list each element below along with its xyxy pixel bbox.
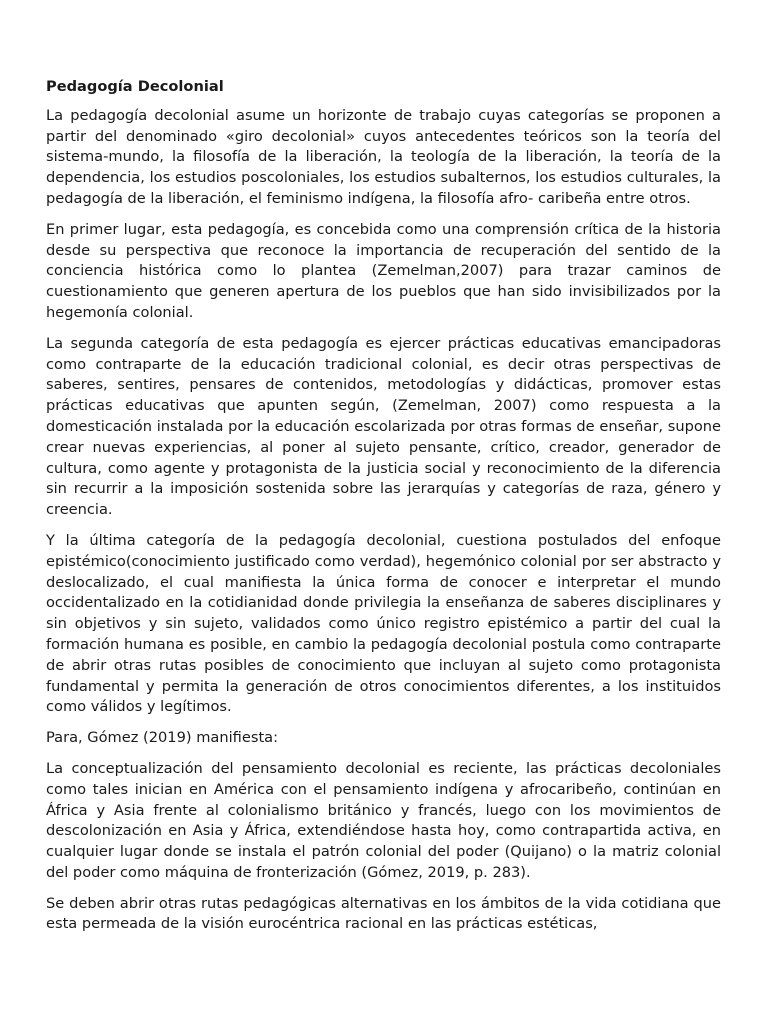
paragraph-first-category: En primer lugar, esta pedagogía, es concebida como una comprensión crítica de la historia desde su perspectiva que reconoce la importancia de recuperación del sentido de la conciencia histórica como lo plantea (Zemelman,2007) para trazar caminos de cuestionamiento que generen apertura de los pueblos que han sido invisibilizados por la hegemonía colonial. xyxy=(46,220,721,321)
paragraph-intro: La pedagogía decolonial asume un horizonte de trabajo cuyas categorías se proponen a partir del denominado «giro decolonial» cuyos antecedentes teóricos son la teoría del sistema-mundo, la filosofía de la liberación, la teología de la liberación, la teoría de la dependencia, los estudios poscoloniales, los estudios subalternos, los estudios culturales, la pedagogía de la liberación, el feminismo indígena, la filosofía afro- caribeña entre otros. xyxy=(46,106,721,207)
paragraph-quote-intro: Para, Gómez (2019) manifiesta: xyxy=(46,729,279,747)
document-title: Pedagogía Decolonial xyxy=(46,78,224,95)
paragraph-quote: La conceptualización del pensamiento decolonial es reciente, las prácticas decoloniales como tales inician en América con el pensamiento indígena y afrocaribeño, continúan en África y Asia frente al colonialismo británico y francés, luego con los movimientos de descolonización en Asia y África, extendiéndose hasta hoy, como contrapartida activa, en cualquier lugar donde se instala el patrón colonial del poder (Quijano) o la matriz colonial del poder como máquina de fronterización (Gómez, 2019, p. 283). xyxy=(46,759,721,881)
paragraph-second-category: La segunda categoría de esta pedagogía es ejercer prácticas educativas emancipadoras como contraparte de la educación tradicional colonial, es decir otras perspectivas de saberes, sentires, pensares de contenidos, metodologías y didácticas, promover estas prácticas educativas que apunten según, (Zemelman, 2007) como respuesta a la domesticación instalada por la educación escolarizada por otras formas de enseñar, supone crear nuevas experiencias, al poner al sujeto pensante, crítico, creador, generador de cultura, como agente y protagonista de la justicia social y reconocimiento de la diferencia sin recurrir a la imposición sostenida sobre las jerarquías y categorías de raza, género y creencia. xyxy=(46,334,721,519)
paragraph-last-category: Y la última categoría de la pedagogía decolonial, cuestiona postulados del enfoque epistémico(conocimiento justificado como verdad), hegemónico colonial por ser abstracto y deslocalizado, el cual manifiesta la única forma de conocer e interpretar el mundo occidentalizado en la cotidianidad donde privilegia la enseñanza de saberes disciplinares y sin objetivos y sin sujeto, validados como único registro epistémico a partir del cual la formación humana es posible, en cambio la pedagogía decolonial postula como contraparte de abrir otras rutas posibles de conocimiento que incluyan al sujeto como protagonista fundamental y permita la generación de otros conocimientos diferentes, a los instituidos como válidos y legítimos. xyxy=(46,531,721,716)
paragraph-alternative-routes: Se deben abrir otras rutas pedagógicas alternativas en los ámbitos de la vida cotidiana que esta permeada de la visión eurocéntrica racional en las prácticas estéticas, xyxy=(46,894,721,933)
document-page xyxy=(46,77,721,945)
